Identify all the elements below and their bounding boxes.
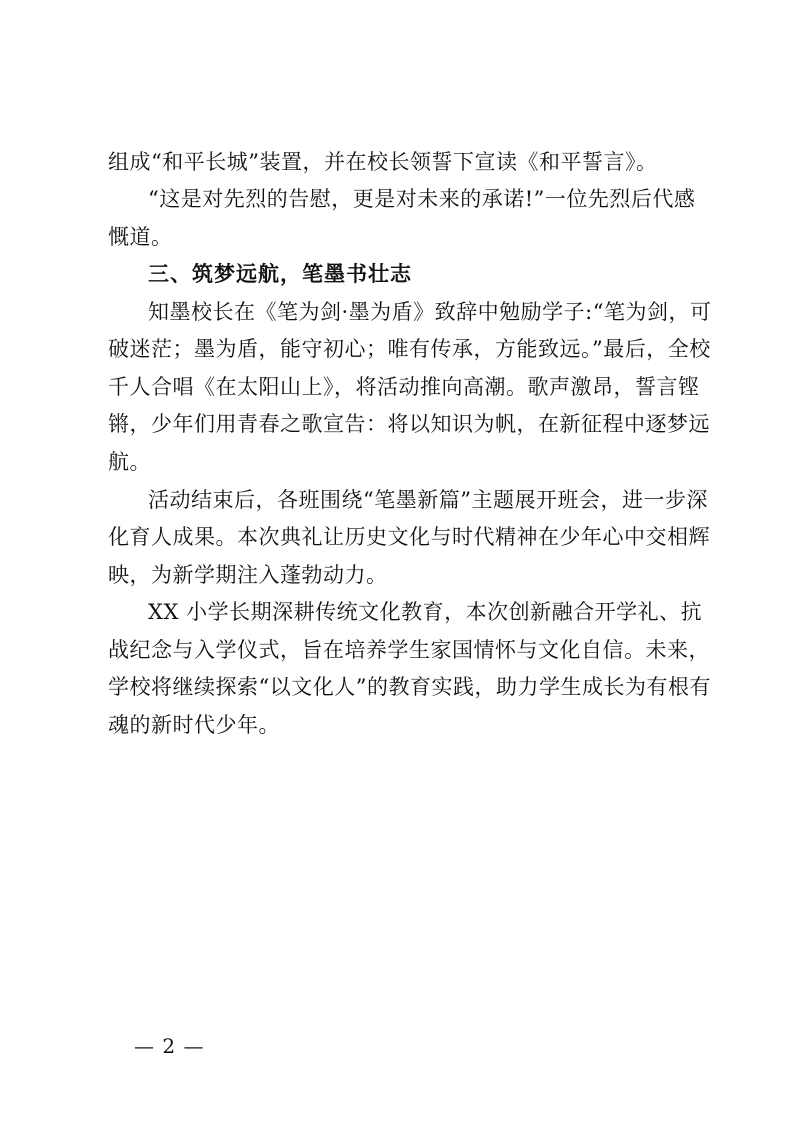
body-text-line: 映，为新学期注入蓬勃动力。 <box>108 563 388 587</box>
body-text-line: 化育人成果。本次典礼让历史文化与时代精神在少年心中交相辉 <box>108 525 710 549</box>
body-text-line: 学校将继续探索“以文化人”的教育实践，助力学生成长为有根有 <box>108 675 711 699</box>
body-text-line: XX 小学长期深耕传统文化教育，本次创新融合开学礼、抗 <box>148 600 703 624</box>
body-text-line: 千人合唱《在太阳山上》，将活动推向高潮。歌声激昂，誓言铿 <box>108 375 700 399</box>
body-text-line: 魂的新时代少年。 <box>108 713 280 737</box>
page-number: — 2 — <box>134 1034 205 1058</box>
body-text-line: 航。 <box>108 450 151 474</box>
body-text-line: 锵，少年们用青春之歌宣告：将以知识为帆，在新征程中逐梦远 <box>108 412 710 436</box>
body-text-line: 慨道。 <box>108 225 173 249</box>
body-text-line: “这是对先烈的告慰，更是对未来的承诺!”一位先烈后代感 <box>148 187 696 211</box>
body-text-line: 知墨校长在《笔为剑·墨为盾》致辞中勉励学子:“笔为剑，可 <box>148 300 712 324</box>
body-text-line: 破迷茫；墨为盾，能守初心；唯有传承，方能致远。”最后，全校 <box>108 337 711 361</box>
body-text-line: 活动结束后，各班围绕“笔墨新篇”主题展开班会，进一步深 <box>148 488 708 512</box>
body-text-line: 组成“和平长城”装置，并在校长领誓下宣读《和平誓言》。 <box>108 150 658 174</box>
section-heading: 三、筑梦远航，笔墨书壮志 <box>148 262 412 286</box>
body-text-line: 战纪念与入学仪式，旨在培养学生家国情怀与文化自信。未来， <box>108 638 710 662</box>
